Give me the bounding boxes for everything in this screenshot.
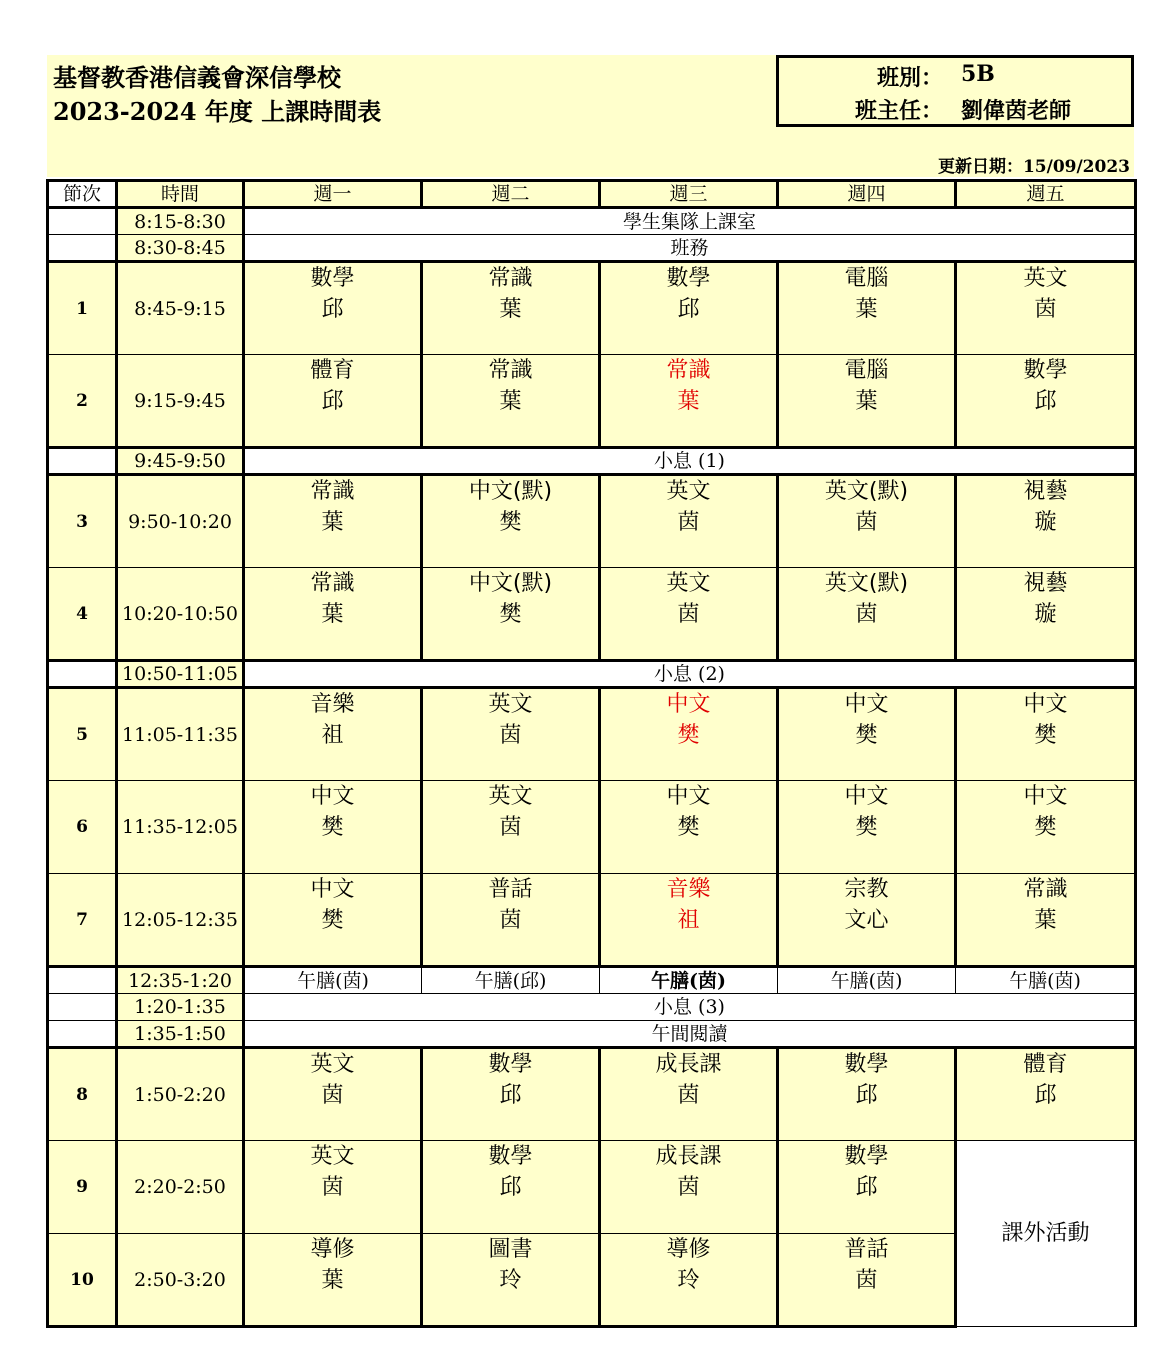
teacher: 茵 <box>321 1175 344 1200</box>
lesson-cell <box>956 1048 1136 1141</box>
timetable-title: 2023-2024 年度 上課時間表 <box>53 97 382 126</box>
subject: 電腦 <box>844 358 889 383</box>
form-teacher-label: 班主任： <box>854 98 943 124</box>
lesson-cell <box>778 568 956 661</box>
lesson-row <box>48 1048 1136 1141</box>
assembly-cell: 學生集隊上課室 <box>244 208 1136 235</box>
column-header: 週四 <box>778 181 956 208</box>
column-header: 時間 <box>117 181 244 208</box>
lesson-cell <box>778 1048 956 1141</box>
lesson-cell <box>956 475 1136 568</box>
subject: 宗教 <box>844 877 889 902</box>
lunch-cell: 午膳(邱) <box>422 967 600 994</box>
teacher: 璇 <box>1034 602 1057 627</box>
teacher: 茵 <box>855 1268 878 1293</box>
time-cell: 2:20-2:50 <box>117 1141 244 1234</box>
time-cell: 9:50-10:20 <box>117 475 244 568</box>
teacher: 葉 <box>321 602 344 627</box>
period-number: 4 <box>48 568 117 661</box>
period-number: 2 <box>48 355 117 448</box>
lesson-cell <box>956 355 1136 448</box>
subject: 體育 <box>310 358 355 383</box>
period-number: 8 <box>48 1048 117 1141</box>
period-number: 5 <box>48 688 117 781</box>
teacher: 葉 <box>855 297 878 322</box>
lesson-cell <box>778 1234 956 1327</box>
break-row <box>48 661 1136 688</box>
teacher: 葉 <box>499 297 522 322</box>
lesson-cell <box>244 1141 422 1234</box>
teacher: 璇 <box>1034 510 1057 535</box>
time-cell: 9:45-9:50 <box>117 448 244 475</box>
teacher: 茵 <box>321 1083 344 1108</box>
subject: 常識 <box>488 358 533 383</box>
subject: 數學 <box>488 1052 533 1077</box>
time-cell: 12:35-1:20 <box>117 967 244 994</box>
teacher: 文心 <box>844 908 889 933</box>
subject: 數學 <box>844 1144 889 1169</box>
lesson-row <box>48 1141 1136 1234</box>
lesson-cell <box>422 1234 600 1327</box>
lesson-cell <box>244 355 422 448</box>
teacher: 樊 <box>1034 723 1057 748</box>
lesson-cell <box>600 568 778 661</box>
subject: 數學 <box>1023 358 1068 383</box>
lesson-cell <box>244 874 422 967</box>
break-cell: 小息 (1) <box>244 448 1136 475</box>
subject: 英文 <box>666 571 711 596</box>
teacher: 茵 <box>499 908 522 933</box>
teacher: 邱 <box>855 1083 878 1108</box>
lesson-row <box>48 355 1136 448</box>
lesson-cell <box>956 874 1136 967</box>
subject: 中文 <box>1023 784 1068 809</box>
teacher: 邱 <box>1034 1083 1057 1108</box>
class-info-box <box>776 55 1134 127</box>
break-cell: 小息 (2) <box>244 661 1136 688</box>
subject: 普話 <box>488 877 533 902</box>
class-value: 5B <box>961 61 995 87</box>
subject: 數學 <box>844 1052 889 1077</box>
teacher: 茵 <box>677 1083 700 1108</box>
subject: 英文 <box>666 479 711 504</box>
teacher: 邱 <box>321 389 344 414</box>
time-cell: 8:30-8:45 <box>117 235 244 262</box>
teacher: 茵 <box>855 602 878 627</box>
lesson-cell <box>244 781 422 874</box>
time-cell: 1:35-1:50 <box>117 1021 244 1048</box>
teacher: 邱 <box>1034 389 1057 414</box>
class-duties-row <box>48 235 1136 262</box>
time-cell: 12:05-12:35 <box>117 874 244 967</box>
subject: 中文 <box>844 784 889 809</box>
period-cell-empty <box>48 448 117 475</box>
lesson-cell <box>600 475 778 568</box>
lesson-row <box>48 262 1136 355</box>
column-header: 週三 <box>600 181 778 208</box>
subject: 音樂 <box>310 692 355 717</box>
period-cell-empty <box>48 661 117 688</box>
lunch-cell: 午膳(茵) <box>956 967 1136 994</box>
lesson-cell <box>600 1141 778 1234</box>
lesson-row <box>48 874 1136 967</box>
teacher: 茵 <box>499 723 522 748</box>
subject: 中文 <box>310 877 355 902</box>
period-cell-empty <box>48 994 117 1021</box>
teacher: 邱 <box>499 1083 522 1108</box>
lesson-cell <box>422 1048 600 1141</box>
lesson-cell <box>600 262 778 355</box>
teacher: 葉 <box>1034 908 1057 933</box>
time-cell: 1:20-1:35 <box>117 994 244 1021</box>
subject: 常識 <box>310 571 355 596</box>
update-date: 更新日期：15/09/2023 <box>937 157 1130 177</box>
subject: 視藝 <box>1023 571 1068 596</box>
lesson-cell <box>422 568 600 661</box>
column-header-row <box>48 181 1136 208</box>
lesson-cell <box>244 1234 422 1327</box>
lesson-cell <box>422 262 600 355</box>
subject: 常識 <box>666 358 711 383</box>
teacher: 茵 <box>677 1175 700 1200</box>
teacher: 葉 <box>677 389 700 414</box>
subject: 常識 <box>1023 877 1068 902</box>
lesson-cell <box>244 568 422 661</box>
period-number: 1 <box>48 262 117 355</box>
lesson-cell <box>244 1048 422 1141</box>
subject: 視藝 <box>1023 479 1068 504</box>
extracurricular-cell: 課外活動 <box>956 1141 1136 1327</box>
class-duties-cell: 班務 <box>244 235 1136 262</box>
period-number: 6 <box>48 781 117 874</box>
lesson-cell <box>422 1141 600 1234</box>
period-cell-empty <box>48 967 117 994</box>
time-cell: 9:15-9:45 <box>117 355 244 448</box>
subject: 中文(默) <box>468 571 553 596</box>
subject: 導修 <box>310 1237 355 1262</box>
lesson-cell <box>600 688 778 781</box>
lesson-cell <box>956 688 1136 781</box>
subject: 英文(默) <box>824 479 909 504</box>
subject: 英文 <box>310 1052 355 1077</box>
teacher: 樊 <box>855 723 878 748</box>
time-cell: 2:50-3:20 <box>117 1234 244 1327</box>
teacher: 葉 <box>855 389 878 414</box>
lesson-cell <box>422 475 600 568</box>
lesson-cell <box>422 781 600 874</box>
teacher: 祖 <box>321 723 344 748</box>
time-cell: 8:45-9:15 <box>117 262 244 355</box>
subject: 中文 <box>310 784 355 809</box>
teacher: 玲 <box>677 1268 700 1293</box>
time-cell: 1:50-2:20 <box>117 1048 244 1141</box>
lesson-cell <box>778 1141 956 1234</box>
teacher: 葉 <box>321 1268 344 1293</box>
subject: 英文 <box>488 784 533 809</box>
teacher: 玲 <box>499 1268 522 1293</box>
period-number: 9 <box>48 1141 117 1234</box>
teacher: 樊 <box>499 510 522 535</box>
timetable <box>46 179 1137 1328</box>
teacher: 樊 <box>1034 815 1057 840</box>
break-row <box>48 448 1136 475</box>
lesson-cell <box>956 262 1136 355</box>
subject: 中文 <box>844 692 889 717</box>
subject: 中文 <box>666 784 711 809</box>
lesson-cell <box>600 781 778 874</box>
teacher: 邱 <box>321 297 344 322</box>
subject: 成長課 <box>655 1144 722 1169</box>
time-cell: 10:50-11:05 <box>117 661 244 688</box>
lunch-row <box>48 967 1136 994</box>
column-header: 週二 <box>422 181 600 208</box>
subject: 英文 <box>1023 266 1068 291</box>
lesson-cell <box>778 475 956 568</box>
lesson-cell <box>422 874 600 967</box>
teacher: 邱 <box>677 297 700 322</box>
subject: 電腦 <box>844 266 889 291</box>
lesson-cell <box>244 688 422 781</box>
subject: 數學 <box>488 1144 533 1169</box>
teacher: 葉 <box>321 510 344 535</box>
lesson-cell <box>778 781 956 874</box>
subject: 英文 <box>310 1144 355 1169</box>
teacher: 樊 <box>321 815 344 840</box>
teacher: 樊 <box>677 723 700 748</box>
class-label: 班別： <box>876 65 943 91</box>
teacher: 茵 <box>677 602 700 627</box>
lunch-cell: 午膳(茵) <box>244 967 422 994</box>
teacher: 樊 <box>321 908 344 933</box>
subject: 中文 <box>666 692 711 717</box>
column-header: 週五 <box>956 181 1136 208</box>
teacher: 茵 <box>1034 297 1057 322</box>
form-teacher-value: 劉偉茵老師 <box>961 98 1072 124</box>
lunch-cell: 午膳(茵) <box>600 967 778 994</box>
lesson-cell <box>244 262 422 355</box>
reading-cell: 午間閱讀 <box>244 1021 1136 1048</box>
lesson-row <box>48 781 1136 874</box>
subject: 體育 <box>1023 1052 1068 1077</box>
subject: 成長課 <box>655 1052 722 1077</box>
time-cell: 10:20-10:50 <box>117 568 244 661</box>
break-row <box>48 994 1136 1021</box>
subject: 中文 <box>1023 692 1068 717</box>
lesson-row <box>48 568 1136 661</box>
subject: 導修 <box>666 1237 711 1262</box>
teacher: 樊 <box>855 815 878 840</box>
lunch-cell: 午膳(茵) <box>778 967 956 994</box>
teacher: 邱 <box>499 1175 522 1200</box>
column-header: 節次 <box>48 181 117 208</box>
subject: 常識 <box>488 266 533 291</box>
subject: 英文 <box>488 692 533 717</box>
subject: 普話 <box>844 1237 889 1262</box>
lesson-cell <box>778 355 956 448</box>
lesson-cell <box>600 1234 778 1327</box>
time-cell: 11:35-12:05 <box>117 781 244 874</box>
lesson-cell <box>600 355 778 448</box>
teacher: 祖 <box>677 908 700 933</box>
lesson-cell <box>956 781 1136 874</box>
lesson-row <box>48 688 1136 781</box>
teacher: 葉 <box>499 389 522 414</box>
lesson-cell <box>956 568 1136 661</box>
subject: 數學 <box>666 266 711 291</box>
period-cell-empty <box>48 235 117 262</box>
teacher: 樊 <box>677 815 700 840</box>
lesson-cell <box>778 262 956 355</box>
period-cell-empty <box>48 1021 117 1048</box>
lesson-cell <box>600 1048 778 1141</box>
time-cell: 11:05-11:35 <box>117 688 244 781</box>
period-number: 7 <box>48 874 117 967</box>
school-name: 基督教香港信義會深信學校 <box>53 63 341 92</box>
lesson-cell <box>244 475 422 568</box>
teacher: 邱 <box>855 1175 878 1200</box>
lesson-cell <box>600 874 778 967</box>
teacher: 茵 <box>677 510 700 535</box>
period-cell-empty <box>48 208 117 235</box>
subject: 常識 <box>310 479 355 504</box>
subject: 中文(默) <box>468 479 553 504</box>
lesson-row <box>48 475 1136 568</box>
time-cell: 8:15-8:30 <box>117 208 244 235</box>
period-number: 3 <box>48 475 117 568</box>
lesson-cell <box>422 355 600 448</box>
teacher: 茵 <box>499 815 522 840</box>
subject: 數學 <box>310 266 355 291</box>
period-number: 10 <box>48 1234 117 1327</box>
teacher: 茵 <box>855 510 878 535</box>
lesson-cell <box>778 688 956 781</box>
subject: 音樂 <box>666 877 711 902</box>
assembly-row <box>48 208 1136 235</box>
column-header: 週一 <box>244 181 422 208</box>
subject: 圖書 <box>488 1237 533 1262</box>
subject: 英文(默) <box>824 571 909 596</box>
reading-row <box>48 1021 1136 1048</box>
teacher: 樊 <box>499 602 522 627</box>
lesson-cell <box>422 688 600 781</box>
lesson-cell <box>778 874 956 967</box>
break-cell: 小息 (3) <box>244 994 1136 1021</box>
